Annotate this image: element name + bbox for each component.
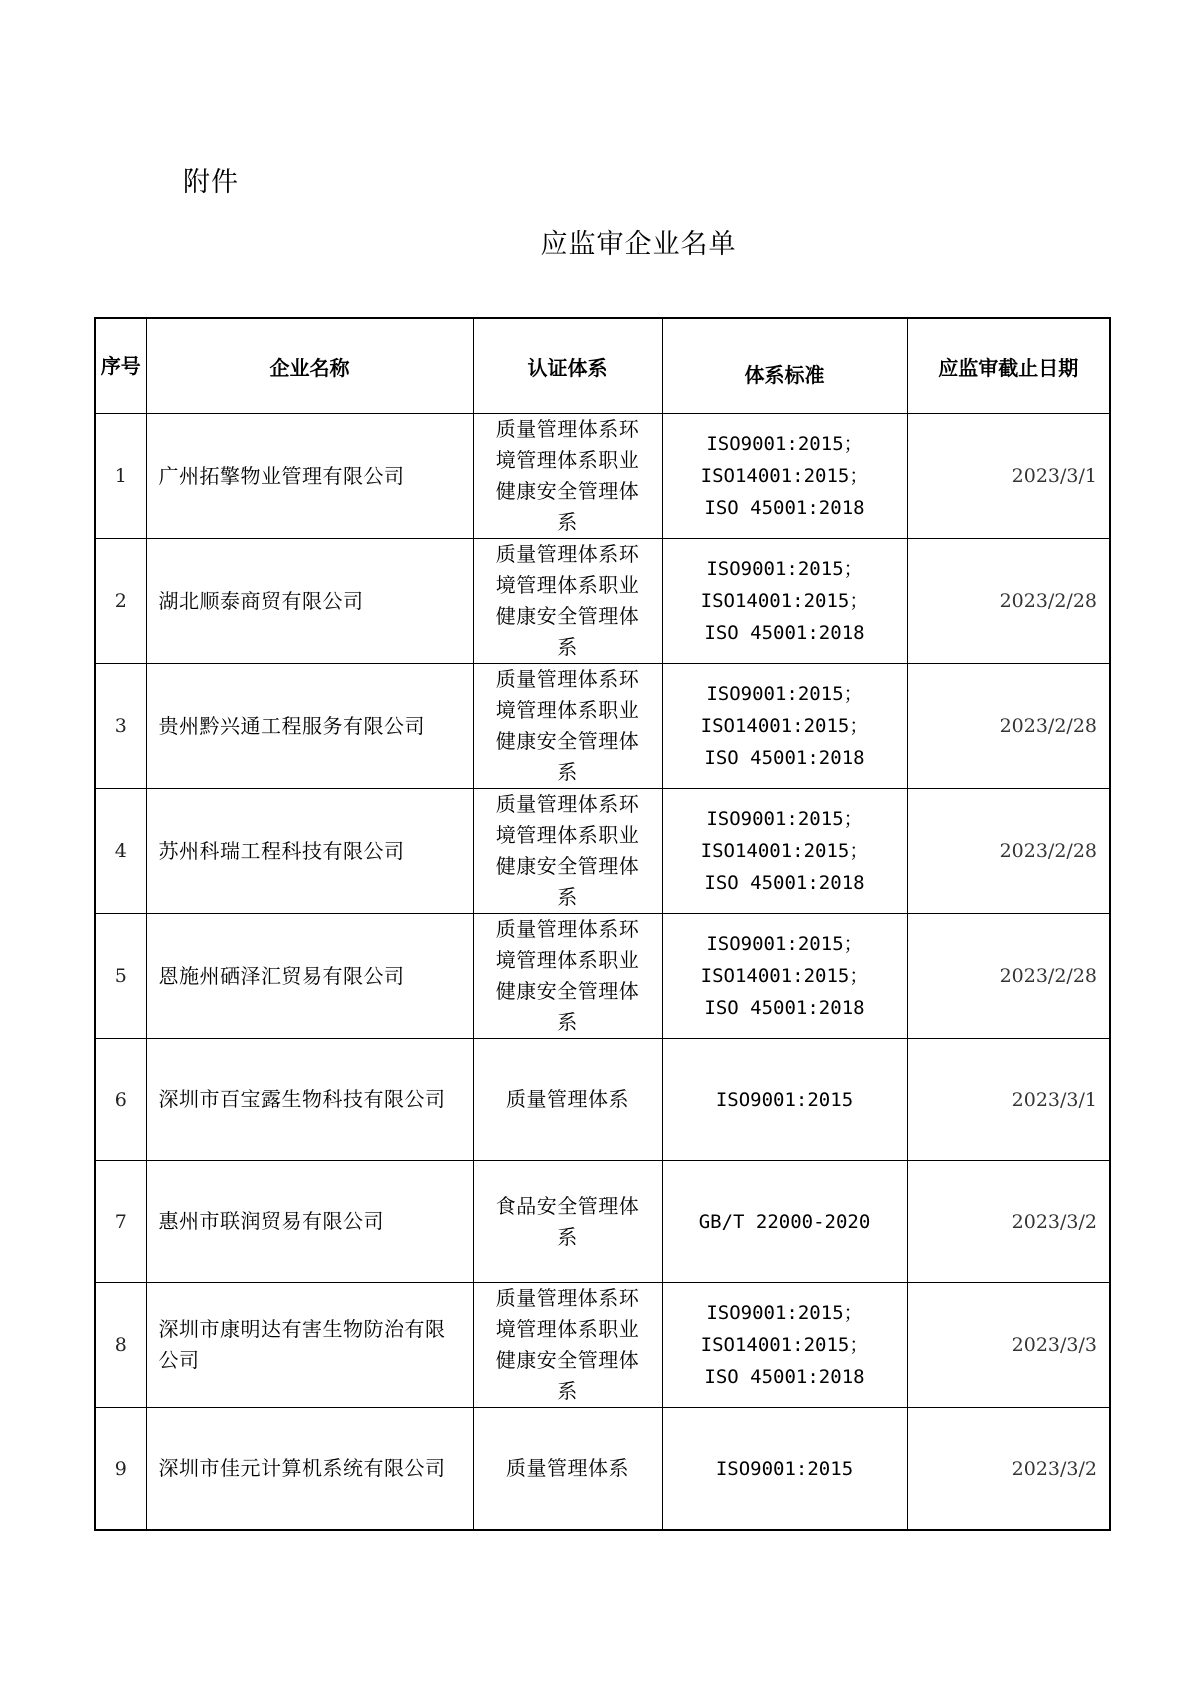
table-row [95,539,1110,664]
company-list-table [94,317,1111,1531]
table-header-row [95,318,1110,414]
row-index: 6 [95,1039,146,1161]
row-company: 广州拓擎物业管理有限公司 [146,414,473,539]
row-index: 1 [95,414,146,539]
header-index [95,318,146,414]
row-standard: ISO9001:2015； ISO14001:2015； ISO 45001:2018 [662,664,907,789]
row-standard: ISO9001:2015； ISO14001:2015； ISO 45001:2018 [662,789,907,914]
table-row [95,1161,1110,1283]
row-company: 惠州市联润贸易有限公司 [146,1161,473,1283]
header-standard: 体系标准 [662,318,907,414]
row-index: 7 [95,1161,146,1283]
row-deadline: 2023/2/28 [907,789,1110,914]
row-index: 2 [95,539,146,664]
row-company: 恩施州硒泽汇贸易有限公司 [146,914,473,1039]
row-index: 9 [95,1408,146,1531]
row-company: 贵州黔兴通工程服务有限公司 [146,664,473,789]
row-index: 5 [95,914,146,1039]
row-deadline: 2023/3/1 [907,414,1110,539]
header-company: 企业名称 [146,318,473,414]
row-standard: ISO9001:2015； ISO14001:2015； ISO 45001:2018 [662,539,907,664]
row-deadline: 2023/3/3 [907,1283,1110,1408]
row-system: 质量管理体系环境管理体系职业健康安全管理体系 [473,914,662,1039]
table-row [95,789,1110,914]
row-system: 质量管理体系 [473,1039,662,1161]
row-deadline: 2023/3/1 [907,1039,1110,1161]
table-row [95,1408,1110,1531]
row-deadline: 2023/2/28 [907,914,1110,1039]
row-deadline: 2023/2/28 [907,664,1110,789]
row-company: 深圳市佳元计算机系统有限公司 [146,1408,473,1531]
row-index: 3 [95,664,146,789]
row-standard: ISO9001:2015； ISO14001:2015； ISO 45001:2018 [662,414,907,539]
row-system: 质量管理体系 [473,1408,662,1531]
row-deadline: 2023/3/2 [907,1408,1110,1531]
row-standard: ISO9001:2015； ISO14001:2015； ISO 45001:2018 [662,914,907,1039]
document-title: 应监审企业名单 [540,229,737,260]
table-row [95,1039,1110,1161]
row-company: 湖北顺泰商贸有限公司 [146,539,473,664]
row-standard: ISO9001:2015 [662,1408,907,1531]
row-index: 8 [95,1283,146,1408]
row-system: 质量管理体系环境管理体系职业健康安全管理体系 [473,664,662,789]
attachment-label: 附件 [183,167,239,198]
row-company: 深圳市百宝露生物科技有限公司 [146,1039,473,1161]
row-company: 深圳市康明达有害生物防治有限公司 [146,1283,473,1408]
table-row [95,414,1110,539]
table-row [95,914,1110,1039]
row-system: 质量管理体系环境管理体系职业健康安全管理体系 [473,539,662,664]
table-row [95,1283,1110,1408]
row-deadline: 2023/3/2 [907,1161,1110,1283]
row-standard: ISO9001:2015 [662,1039,907,1161]
row-standard: ISO9001:2015； ISO14001:2015； ISO 45001:2018 [662,1283,907,1408]
table-row [95,664,1110,789]
row-standard: GB/T 22000-2020 [662,1161,907,1283]
row-company: 苏州科瑞工程科技有限公司 [146,789,473,914]
row-index: 4 [95,789,146,914]
row-system: 质量管理体系环境管理体系职业健康安全管理体系 [473,414,662,539]
header-system: 认证体系 [473,318,662,414]
row-system: 质量管理体系环境管理体系职业健康安全管理体系 [473,789,662,914]
row-system: 食品安全管理体系 [473,1161,662,1283]
row-system: 质量管理体系环境管理体系职业健康安全管理体系 [473,1283,662,1408]
header-index-label: 序号 [100,354,141,378]
row-deadline: 2023/2/28 [907,539,1110,664]
header-deadline: 应监审截止日期 [907,318,1110,414]
